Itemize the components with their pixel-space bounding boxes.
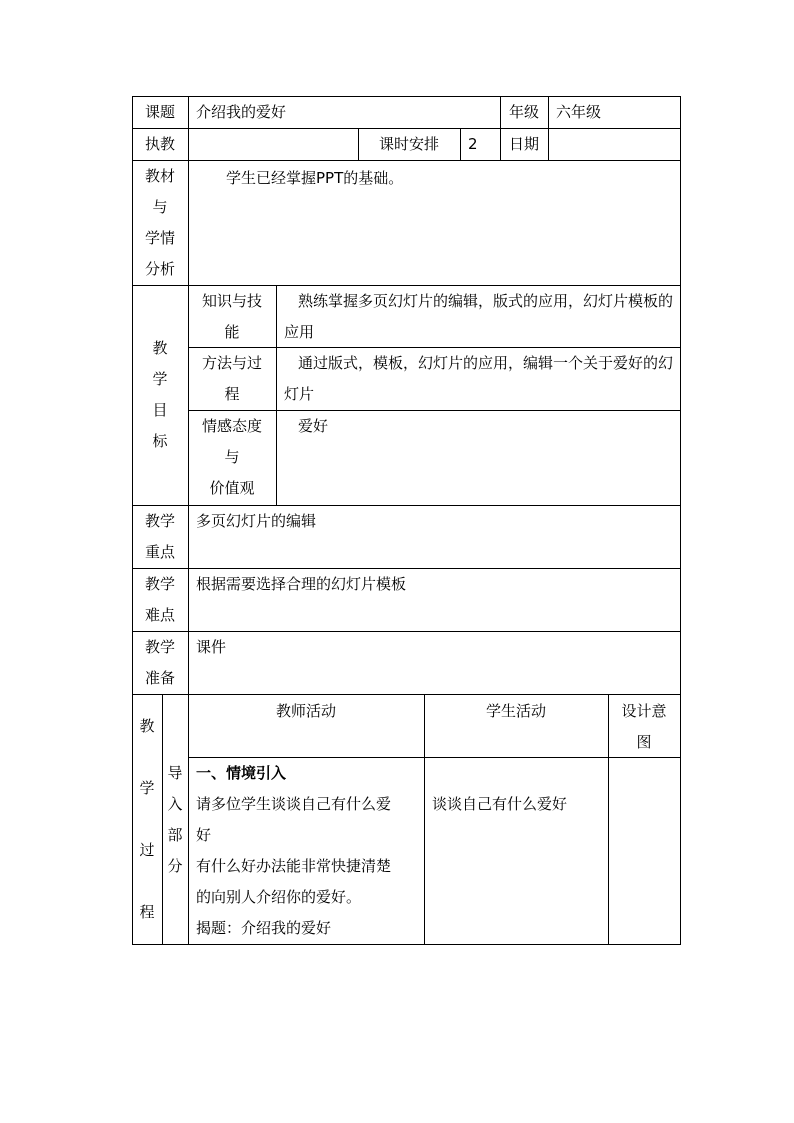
topic-label: 课题 [144,103,175,121]
knowledge-label: 知识与技 能 [201,292,262,341]
teacher-activity-header: 教师活动 [275,702,336,720]
knowledge-text: 熟练掌握多页幻灯片的编辑，版式的应用，幻灯片模板的应用 [284,292,674,341]
border-row4 [132,505,681,506]
border-row2 [132,160,681,161]
key-point-label: 教学 重点 [144,512,175,561]
method-text: 通过版式，模板，幻灯片的应用，编辑一个关于爱好的幻灯片 [284,354,674,403]
border-obj2 [188,410,681,411]
border-teacher-student [424,694,425,945]
border-hours-left [358,128,359,161]
border-obj-sub [276,285,277,506]
grade-label: 年级 [508,103,539,121]
border-grade-right [548,96,549,161]
border-row1 [132,128,681,129]
teacher-label: 执教 [144,135,175,153]
intro-student-activity: 谈谈自己有什么爱好 [432,795,568,813]
process-label-char-3: 过 [139,841,155,859]
process-label-char-1: 教 [139,717,155,735]
analysis-label: 教材 与 学情 分析 [144,167,175,278]
border-row6 [132,631,681,632]
process-label-char-4: 程 [139,903,155,921]
process-label-char-2: 学 [139,779,155,797]
difficulty-label: 教学 难点 [144,575,175,624]
analysis-text: 学生已经掌握PPT的基础。 [226,169,404,187]
border-row5 [132,568,681,569]
border-student-design [608,694,609,945]
student-activity-header: 学生活动 [485,702,546,720]
border-process-sub [162,694,163,945]
date-label: 日期 [508,135,539,153]
border-obj1 [188,347,681,348]
preparation-text: 课件 [196,638,227,656]
emotion-label: 情感态度 与 价值观 [201,417,262,497]
border-left [132,96,133,945]
intro-section-label: 导 入 部 分 [167,764,183,875]
method-label: 方法与过 程 [201,354,262,403]
difficulty-text: 根据需要选择合理的幻灯片模板 [196,575,407,593]
border-top [132,96,681,97]
border-col1 [188,96,189,945]
border-right [680,96,681,945]
intro-teacher-activity: 一、情境引入 请多位学生谈谈自己有什么爱 好 有什么好办法能非常快捷清楚 的向别人介绍你的爱好。 揭题：介绍我的爱好 [188,758,424,944]
border-bottom [132,944,681,945]
grade-value: 六年级 [556,103,602,121]
objectives-label: 教 学 目 标 [152,339,168,450]
hours-label: 课时安排 [378,135,439,153]
border-row7 [132,694,681,695]
border-hours-right [460,128,461,161]
design-intent-header: 设计意 图 [621,702,667,751]
emotion-text: 爱好 [298,417,329,435]
topic-value: 介绍我的爱好 [196,103,287,121]
border-row3 [132,285,681,286]
intro-heading: 一、情境引入 [196,764,287,782]
key-point-text: 多页幻灯片的编辑 [196,512,317,530]
preparation-label: 教学 准备 [144,638,175,687]
border-grade-left [500,96,501,161]
hours-value: 2 [468,135,478,153]
